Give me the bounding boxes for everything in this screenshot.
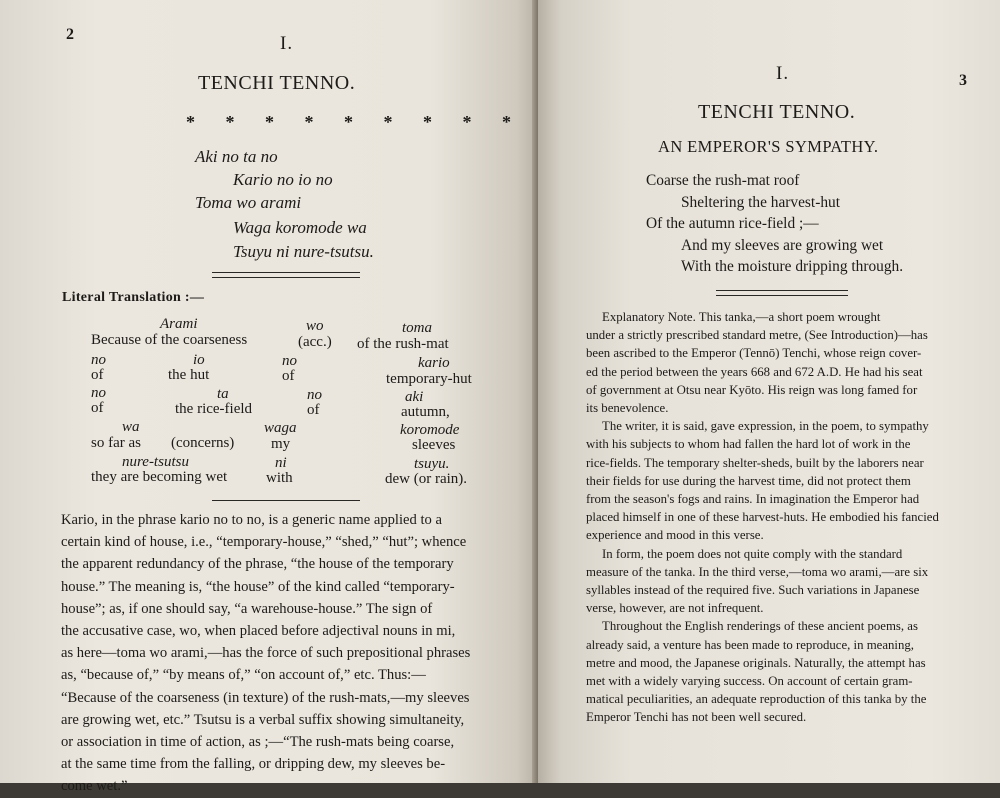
commentary-paragraph (61, 509, 497, 798)
gloss-japanese: no (307, 387, 322, 403)
gloss-english: they are becoming wet (91, 469, 228, 485)
commentary-line: as, “because of,” “by means of,” “on account of,” etc. Thus:— (61, 667, 426, 684)
separator-rule (212, 500, 360, 501)
gloss-japanese: ni (275, 455, 287, 471)
poem-line: Kario no io no (233, 170, 333, 189)
double-rule (716, 290, 848, 291)
commentary-line: or association in time of action, as ;—“The rush-mats being coarse, (61, 734, 455, 751)
commentary-line: as here—toma wo arami,—has the force of such prepositional phrases (61, 645, 471, 662)
gloss-japanese: no (91, 385, 106, 401)
gloss-english: (concerns) (171, 435, 235, 451)
gloss-japanese: toma (402, 320, 432, 336)
commentary-line: house.” The meaning is, “the house” of the kind called “temporary- (61, 578, 455, 595)
note-line: of government at Otsu near Kyōto. His reign was long famed for (586, 382, 918, 397)
poem-line: With the moisture dripping through. (681, 258, 904, 275)
note-line: ed the period between the years 668 and 672 A.D. He had his seat (586, 364, 923, 379)
gloss-japanese: koromode (400, 422, 460, 438)
page-title: TENCHI TENNO. (198, 72, 356, 94)
poem-line: Of the autumn rice-field ;— (646, 215, 819, 232)
note-line: its benevolence. (586, 401, 669, 416)
commentary-line: certain kind of house, i.e., “temporary-house,” “shed,” “hut”; whence (61, 534, 467, 551)
gloss-japanese: aki (405, 389, 424, 405)
commentary-line: the accusative case, wo, when placed before adjectival nouns in mi, (61, 623, 456, 640)
section-numeral: I. (776, 63, 790, 84)
english-poem (646, 170, 966, 278)
commentary-line: at the same time from the falling, or dripping dew, my sleeves be- (61, 756, 446, 773)
note-line: rice-fields. The temporary shelter-sheds, built by the laborers near (586, 455, 924, 470)
gloss-english: autumn, (401, 404, 450, 420)
gloss-english: the rice-field (175, 401, 253, 417)
gloss-japanese: io (193, 352, 205, 368)
gloss-japanese: no (91, 352, 106, 368)
gloss-japanese: tsuyu. (414, 456, 450, 472)
gloss-japanese: ta (217, 386, 229, 402)
gloss-english: with (266, 470, 293, 486)
commentary-line: house”; as, if one should say, “a warehouse-house.” The sign of (61, 600, 433, 617)
note-line: Emperor Tenchi has not been well secured. (586, 710, 807, 725)
note-line: metre and mood, the Japanese originals. Naturally, the attempt has (586, 655, 926, 670)
gloss-english: of (91, 400, 104, 416)
gloss-japanese: waga (264, 420, 297, 436)
commentary-line: the apparent redundancy of the phrase, “the house of the temporary (61, 556, 454, 573)
explanatory-note (586, 308, 991, 727)
note-line: already said, a venture has been made to reproduce, in meaning, (586, 637, 914, 652)
poem-line: Sheltering the harvest-hut (681, 193, 840, 211)
gloss-english: the hut (168, 367, 210, 383)
double-rule (212, 277, 360, 278)
gloss-english: temporary-hut (386, 371, 472, 387)
ornament-stars: * * * * * * * * * (186, 112, 524, 132)
note-line: In form, the poem does not quite comply with the standard (602, 546, 903, 561)
gloss-japanese: wo (306, 318, 324, 334)
double-rule (212, 272, 360, 273)
gloss-english: of (282, 368, 295, 384)
poem-line: Coarse the rush-mat roof (646, 172, 800, 189)
poem-line: And my sleeves are growing wet (681, 236, 884, 254)
poem-line: Aki no ta no (195, 147, 278, 166)
gloss-english: of the rush-mat (357, 336, 449, 352)
note-line: syllables instead of the required five. Such variations in Japanese (586, 583, 920, 598)
double-rule (716, 295, 848, 296)
commentary-line: Kario, in the phrase kario no to no, is a generic name applied to a (61, 512, 442, 528)
note-line: met with a widely varying success. On account of certain gram- (586, 674, 913, 689)
gloss-japanese: kario (418, 355, 450, 371)
gloss-japanese: nure-tsutsu (122, 454, 189, 470)
gloss-english: (acc.) (298, 334, 332, 350)
section-heading: Literal Translation :— (62, 290, 205, 305)
note-line: from the season's fogs and rains. In imagination the Emperor had (586, 492, 920, 507)
gloss-english: so far as (91, 435, 141, 451)
gloss-english: Because of the coarseness (91, 332, 248, 348)
commentary-line: are growing wet, etc.” Tsutsu is a verbal suffix showing simultaneity, (61, 711, 465, 728)
gloss-english: sleeves (412, 437, 456, 453)
section-numeral: I. (280, 33, 294, 54)
commentary-line: come wet.” (61, 778, 128, 795)
note-line: with his subjects to whom had fallen the hard lot of work in the (586, 437, 911, 452)
note-line: measure of the tanka. In the third verse,—toma wo arami,—are six (586, 564, 929, 579)
note-line: Explanatory Note. This tanka,—a short poem wrought (602, 310, 881, 324)
note-line: their fields for use during the harvest time, did not protect them (586, 473, 911, 488)
note-line: placed himself in one of these harvest-huts. He embodied his fancied (586, 510, 939, 525)
note-line: been ascribed to the Emperor (Tennō) Tenchi, whose reign cover- (586, 346, 922, 361)
gloss-english: of (307, 402, 320, 418)
note-line: The writer, it is said, gave expression, in the poem, to sympathy (602, 419, 929, 434)
note-line: matical peculiarities, an adequate reproduction of this tanka by the (586, 692, 927, 707)
page-number: 3 (959, 72, 967, 89)
page-subtitle: AN EMPEROR'S SYMPATHY. (658, 137, 879, 156)
gloss-japanese: no (282, 353, 297, 369)
poem-line: Waga koromode wa (233, 218, 367, 237)
note-line: verse, however, are not infrequent. (586, 601, 764, 616)
note-line: Throughout the English renderings of these ancient poems, as (602, 619, 918, 634)
gloss-japanese: Arami (160, 316, 198, 332)
commentary-line: “Because of the coarseness (in texture) of the rush-mats,—my sleeves (61, 689, 470, 706)
page-number: 2 (66, 26, 74, 43)
gloss-english: of (91, 367, 104, 383)
note-line: under a strictly prescribed standard metre, (See Introduction)—has (586, 328, 928, 343)
page-title: TENCHI TENNO. (698, 101, 856, 123)
poem-line: Toma wo arami (195, 193, 302, 212)
gloss-english: dew (or rain). (385, 471, 468, 487)
right-page (538, 0, 1000, 783)
gloss-japanese: wa (122, 419, 140, 435)
gloss-english: my (271, 436, 291, 452)
poem-line: Tsuyu ni nure-tsutsu. (233, 242, 374, 261)
note-line: experience and mood in this verse. (586, 528, 764, 543)
